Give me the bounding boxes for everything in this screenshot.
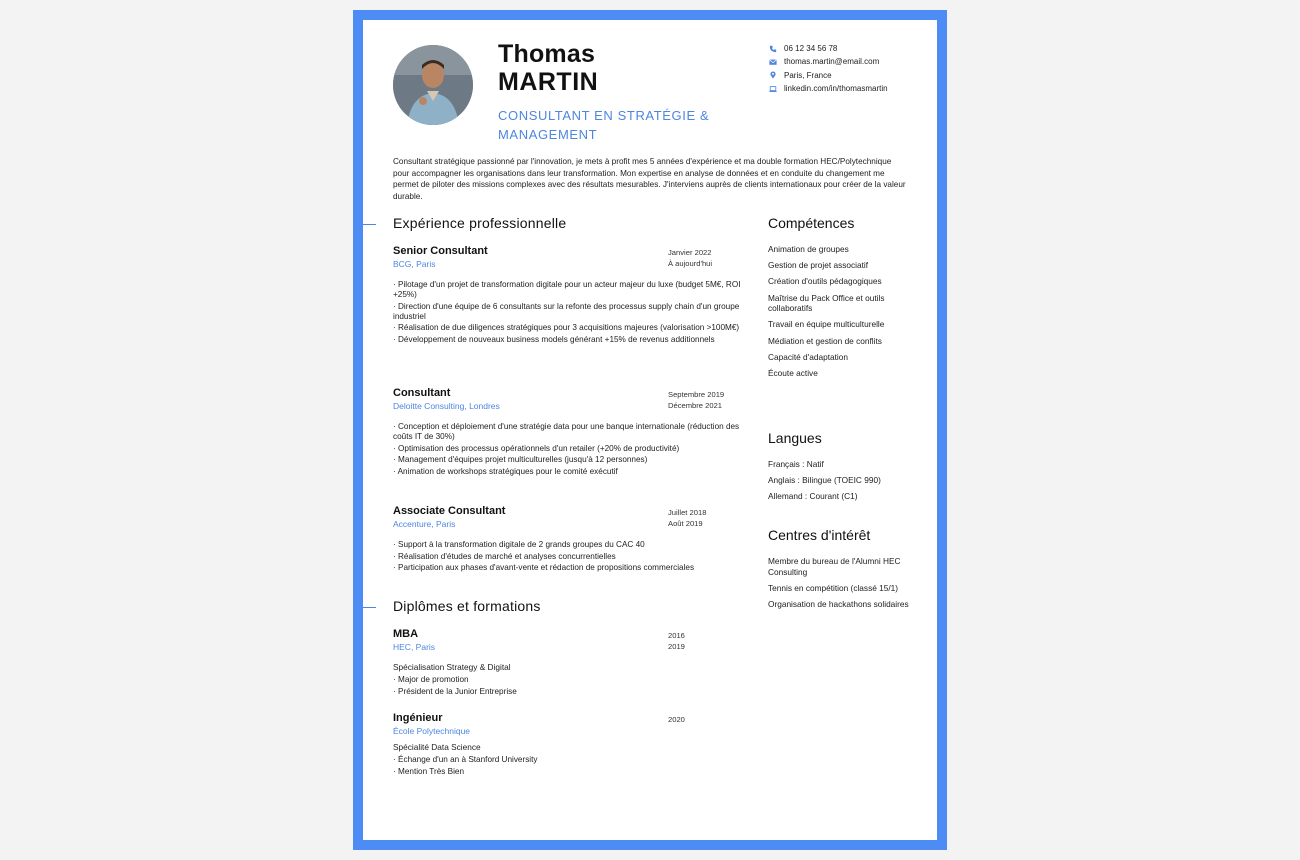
job-organization: BCG, Paris (393, 259, 436, 269)
list-item: · Conception et déploiement d'une stratégie data pour une banque internationale (réduction des coûts IT de 30%) (393, 422, 743, 442)
list-item: · Réalisation de due diligences stratégiques pour 3 acquisitions majeures (valorisation >100M€) (393, 323, 743, 333)
contact-linkedin (768, 82, 933, 95)
education-specialty: Spécialisation Strategy & Digital (393, 662, 511, 672)
job-role: Senior Consultant (393, 245, 488, 257)
list-item: · Management d'équipes projet multiculturelles (jusqu'à 12 personnes) (393, 455, 743, 465)
list-item: Écoute active (768, 367, 818, 378)
list-item: · Optimisation des processus opérationnels d'un retailer (+20% de productivité) (393, 444, 743, 454)
list-item: · Participation aux phases d'avant-vente et rédaction de propositions commerciales (393, 563, 743, 573)
education-bullets (393, 675, 743, 697)
list-item: · Échange d'un an à Stanford University (393, 755, 743, 765)
education-entry (393, 712, 743, 778)
school-name: École Polytechnique (393, 726, 471, 736)
contact-info (768, 42, 933, 95)
job-date-start: Septembre 2019 (668, 390, 725, 399)
education-date-start: 2016 (668, 631, 685, 640)
skills-section (768, 215, 918, 384)
job-date-end: À aujourd'hui (668, 258, 713, 268)
contact-location (768, 69, 933, 82)
list-item: · Direction d'une équipe de 6 consultants sur la refonte des processus supply chain d'un groupe industriel (393, 302, 743, 322)
degree-title: Ingénieur (393, 712, 443, 724)
contact-email (768, 55, 933, 68)
phone-icon (768, 44, 778, 54)
job-bullets (393, 540, 743, 573)
job-role: Associate Consultant (393, 505, 506, 517)
job-dates (668, 508, 706, 529)
job-date-end: Décembre 2021 (668, 400, 723, 410)
list-item: · Animation de workshops stratégiques pour le comité exécutif (393, 467, 743, 477)
job-bullets (393, 280, 743, 345)
languages-section (768, 430, 918, 508)
list-item: Allemand : Courant (C1) (768, 491, 858, 502)
list-item: Organisation de hackathons solidaires (768, 598, 909, 609)
job-date-start: Juillet 2018 (668, 508, 707, 517)
education-bullets (393, 755, 743, 777)
job-organization: Accenture, Paris (393, 519, 456, 529)
first-name: Thomas (498, 40, 596, 68)
contact-email-value: thomas.martin@email.com (784, 57, 880, 67)
job-bullets (393, 422, 743, 477)
job-dates (668, 390, 724, 411)
interests-section (768, 527, 918, 615)
list-item: Médiation et gestion de conflits (768, 335, 882, 346)
list-item: · Développement de nouveaux business models générant +15% de revenus additionnels (393, 335, 743, 345)
list-item: Création d'outils pédagogiques (768, 276, 882, 287)
list-item: · Support à la transformation digitale de 2 grands groupes du CAC 40 (393, 540, 743, 550)
list-item: Animation de groupes (768, 244, 849, 254)
location-pin-icon (768, 70, 778, 80)
list-item: Membre du bureau de l'Alumni HEC Consulting (768, 556, 901, 577)
list-item: Capacité d'adaptation (768, 351, 849, 362)
job-entry (393, 387, 743, 478)
list-item: Tennis en compétition (classé 15/1) (768, 582, 899, 593)
cv-page (363, 20, 937, 840)
profile-photo (393, 45, 473, 125)
list-item: · Mention Très Bien (393, 767, 743, 777)
job-date-start: Janvier 2022 (668, 248, 712, 257)
job-role: Consultant (393, 387, 451, 399)
contact-location-value: Paris, France (784, 70, 832, 80)
list-item: Français : Natif (768, 459, 824, 469)
job-dates (668, 248, 712, 269)
education-entry (393, 628, 743, 698)
contact-phone-value: 06 12 34 56 78 (784, 44, 838, 54)
job-date-end: Août 2019 (668, 518, 703, 528)
list-item: · Major de promotion (393, 675, 743, 685)
job-entry (393, 245, 743, 346)
job-organization: Deloitte Consulting, Londres (393, 401, 500, 411)
interests-heading: Centres d'intérêt (768, 527, 871, 543)
list-item: · Réalisation d'études de marché et analyses concurrentielles (393, 552, 743, 562)
education-dates (668, 715, 685, 726)
laptop-icon (768, 84, 778, 94)
education-date-start: 2020 (668, 715, 685, 724)
email-icon (768, 57, 778, 67)
education-date-end: 2019 (668, 641, 685, 651)
last-name: MARTIN (498, 68, 599, 96)
list-item: Anglais : Bilingue (TOEIC 990) (768, 475, 881, 486)
profile-summary: Consultant stratégique passionné par l'innovation, je mets à profit mes 5 années d'expérience et ma double formation HEC/Polytechnique pour accompagner les organisations dans leur transformation. Mon expertise en analyse de données et en conduite du changement me permet de piloter des missions complexes avec des résultats mesurables. J'interviens auprès de clients internationaux pour créer de la valeur durable. (393, 157, 906, 201)
contact-linkedin-value: linkedin.com/in/thomasmartin (784, 84, 888, 94)
school-name: HEC, Paris (393, 642, 436, 652)
job-entry (393, 505, 743, 575)
contact-phone (768, 42, 933, 55)
section-marker (363, 607, 376, 608)
list-item: Travail en équipe multiculturelle (768, 319, 885, 330)
education-heading: Diplômes et formations (393, 598, 541, 614)
degree-title: MBA (393, 628, 419, 640)
education-specialty: Spécialité Data Science (393, 742, 481, 752)
experience-heading: Expérience professionnelle (393, 215, 567, 231)
list-item: Gestion de projet associatif (768, 260, 869, 271)
section-marker (363, 224, 376, 225)
education-dates (668, 631, 685, 652)
job-title: CONSULTANT EN STRATÉGIE & MANAGEMENT (498, 108, 710, 142)
skills-heading: Compétences (768, 215, 855, 231)
list-item: Maîtrise du Pack Office et outils collaboratifs (768, 292, 885, 314)
list-item: · Pilotage d'un projet de transformation digitale pour un acteur majeur du luxe (budget 5M€, ROI +25%) (393, 280, 743, 300)
languages-heading: Langues (768, 430, 822, 446)
list-item: · Président de la Junior Entreprise (393, 687, 743, 697)
profile-photo-image (393, 45, 473, 125)
